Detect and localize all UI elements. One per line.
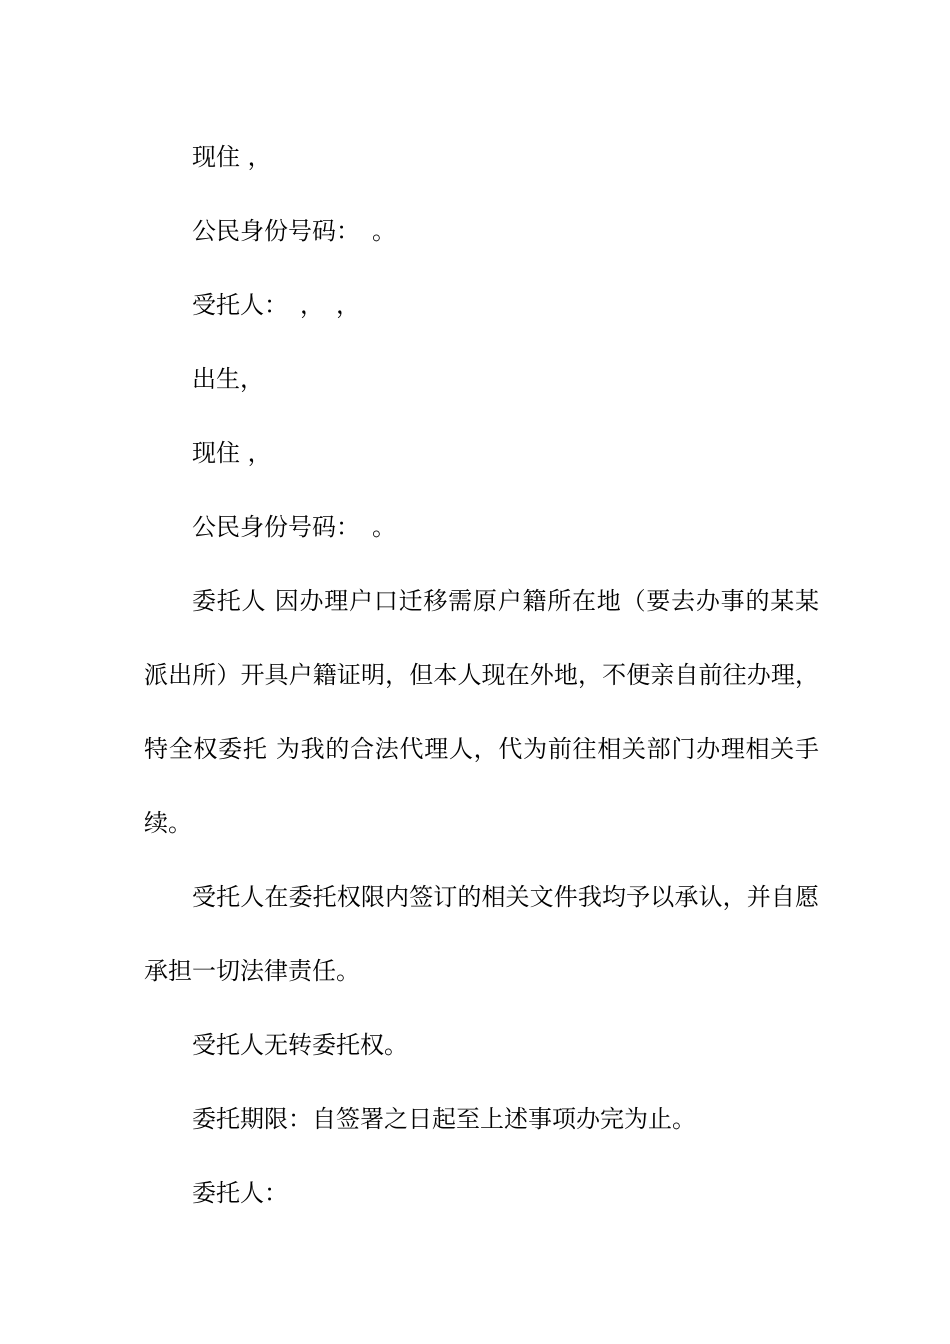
paragraph-agent-id-number: 公民身份号码： 。 [192,513,396,541]
paragraph-acknowledgement: 受托人在委托权限内签订的相关文件我均予以承认，并自愿承担一切法律责任。 [144,883,819,985]
paragraph-principal-id-number: 公民身份号码： 。 [192,217,396,245]
document-body [144,120,819,1230]
paragraph-entrustment-period: 委托期限：自签署之日起至上述事项办完为止。 [192,1105,696,1133]
paragraph-agent: 受托人： ， ， [192,291,360,319]
paragraph-entrustment-reason: 委托人 因办理户口迁移需原户籍所在地（要去办事的某某派出所）开具户籍证明，但本人现在外地，不便亲自前往办理，特全权委托 为我的合法代理人，代为前往相关部门办理相关手续。 [144,587,819,837]
paragraph-no-sub-delegation: 受托人无转委托权。 [192,1031,408,1059]
paragraph-agent-birth: 出生， [192,365,264,393]
paragraph-agent-address: 现住 ， [192,439,272,467]
paragraph-principal-signature: 委托人： [192,1179,288,1207]
paragraph-principal-address: 现住 ， [192,143,272,171]
